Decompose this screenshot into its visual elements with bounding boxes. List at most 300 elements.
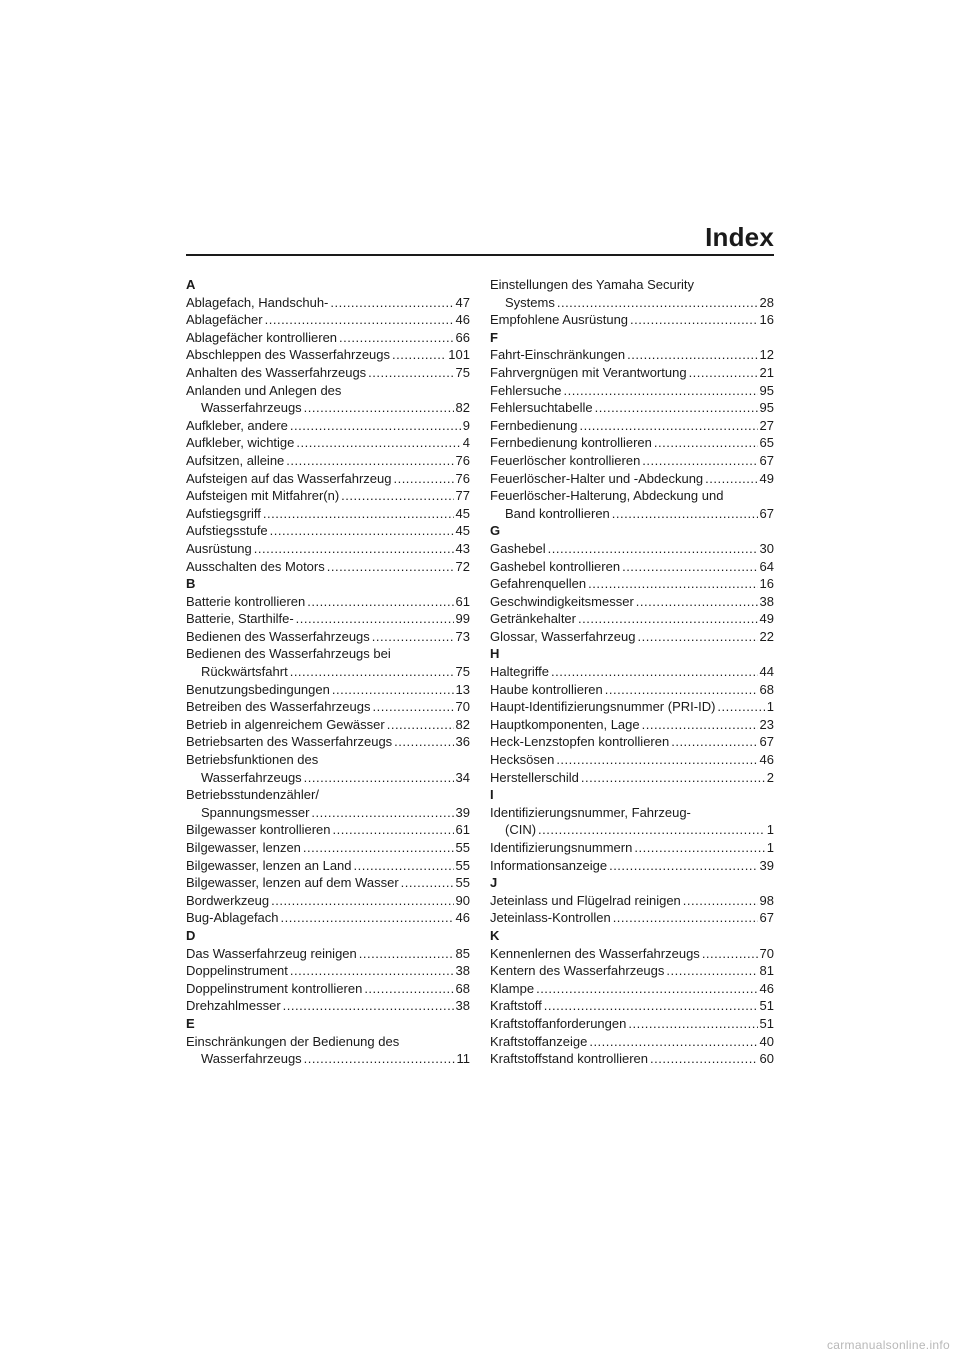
footer-watermark: carmanualsonline.info xyxy=(826,1338,950,1352)
dot-leader xyxy=(666,962,757,980)
index-entry-text: Fehlersuche xyxy=(490,382,562,398)
index-entry xyxy=(186,716,470,734)
index-entry-text: Jeteinlass und Flügelrad reinigen xyxy=(490,892,681,908)
index-entry-text: Wasserfahrzeugs xyxy=(201,1051,302,1067)
dot-leader xyxy=(330,294,453,312)
index-entry-text: Getränkehalter xyxy=(490,611,576,627)
index-letter-heading: D xyxy=(186,927,196,943)
index-entry xyxy=(490,364,774,382)
page-number: 73 xyxy=(455,628,470,644)
index-entry xyxy=(490,909,774,927)
index-letter-heading: B xyxy=(186,576,196,592)
index-entry xyxy=(186,839,470,857)
page-number: 46 xyxy=(455,910,470,926)
page-number: 30 xyxy=(759,540,774,556)
index-entry-text: Gefahrenquellen xyxy=(490,576,587,592)
index-entry xyxy=(186,962,470,980)
dot-leader xyxy=(373,698,454,716)
index-entry xyxy=(490,558,774,576)
index-entry-text: Empfohlene Ausrüstung xyxy=(490,312,629,328)
index-entry-text: Fernbedienung xyxy=(490,417,578,433)
page-number: 23 xyxy=(759,716,774,732)
dot-leader xyxy=(254,540,454,558)
page-number: 85 xyxy=(455,945,470,961)
page-number: 72 xyxy=(455,558,470,574)
page-number: 27 xyxy=(759,417,774,433)
dot-leader xyxy=(654,434,758,452)
page-number: 95 xyxy=(759,382,774,398)
dot-leader xyxy=(290,663,454,681)
page-number: 70 xyxy=(759,945,774,961)
index-entry-text: Haltegriffe xyxy=(490,664,550,680)
page-number: 65 xyxy=(759,435,774,451)
index-entry-text: Identifizierungsnummer, Fahrzeug- xyxy=(490,804,691,820)
page-number: 82 xyxy=(455,400,470,416)
page-number: 13 xyxy=(455,681,470,697)
page-number: 101 xyxy=(448,347,470,363)
dot-leader xyxy=(327,558,454,576)
page-number: 55 xyxy=(455,857,470,873)
index-entry xyxy=(186,505,470,523)
dot-leader xyxy=(636,593,758,611)
index-entry-text: Aufstiegsgriff xyxy=(186,505,261,521)
index-entry xyxy=(186,945,470,963)
dot-leader xyxy=(605,681,758,699)
dot-leader xyxy=(536,980,757,998)
page-number: 75 xyxy=(455,664,470,680)
page-number: 68 xyxy=(455,980,470,996)
index-entry xyxy=(490,575,774,593)
index-entry-text: Bilgewasser, lenzen an Land xyxy=(186,857,352,873)
page-number: 16 xyxy=(759,576,774,592)
dot-leader xyxy=(622,558,757,576)
dot-leader xyxy=(581,769,765,787)
index-entry-text: Wasserfahrzeugs xyxy=(201,769,302,785)
index-entry-text: Ablagefach, Handschuh- xyxy=(186,294,329,310)
dot-leader xyxy=(650,1050,758,1068)
index-letter-heading: F xyxy=(490,329,498,345)
dot-leader xyxy=(359,945,454,963)
dot-leader xyxy=(556,751,757,769)
index-entry-text: Fahrt-Einschränkungen xyxy=(490,347,626,363)
index-entry xyxy=(186,1050,470,1068)
index-entry-text: Feuerlöscher-Halterung, Abdeckung und xyxy=(490,488,724,504)
index-entry xyxy=(186,346,470,364)
index-entry-text: Bedienen des Wasserfahrzeugs xyxy=(186,628,370,644)
index-entry xyxy=(490,663,774,681)
page-number: 46 xyxy=(759,980,774,996)
dot-leader xyxy=(392,346,446,364)
dot-leader xyxy=(579,417,757,435)
index-entry xyxy=(186,874,470,892)
index-entry-text: Doppelinstrument xyxy=(186,963,288,979)
index-entry-text: Ausrüstung xyxy=(186,540,252,556)
index-entry xyxy=(490,821,774,839)
page-number: 77 xyxy=(455,488,470,504)
index-entry-text: Aufkleber, wichtige xyxy=(186,435,295,451)
page-number: 43 xyxy=(455,540,470,556)
page-number: 39 xyxy=(455,804,470,820)
index-letter-heading: E xyxy=(186,1015,195,1031)
dot-leader xyxy=(630,311,757,329)
dot-leader xyxy=(341,487,453,505)
index-entry xyxy=(186,909,470,927)
index-entry-text: Betreiben des Wasserfahrzeugs xyxy=(186,699,371,715)
page-number: 45 xyxy=(455,505,470,521)
page-number: 81 xyxy=(759,963,774,979)
index-entry-text: Herstellerschild xyxy=(490,769,579,785)
index-entry xyxy=(186,821,470,839)
page-number: 49 xyxy=(759,470,774,486)
index-entry xyxy=(490,997,774,1015)
index-entry xyxy=(186,628,470,646)
index-entry-text: Bilgewasser kontrollieren xyxy=(186,822,331,838)
page-number: 61 xyxy=(455,593,470,609)
index-entry xyxy=(186,329,470,347)
page-number: 51 xyxy=(759,1015,774,1031)
index-entry xyxy=(186,294,470,312)
page-number: 60 xyxy=(759,1051,774,1067)
index-entry xyxy=(490,857,774,875)
index-entry xyxy=(490,1033,774,1051)
index-entry-text: Fahrvergnügen mit Verantwortung xyxy=(490,364,687,380)
index-entry xyxy=(490,962,774,980)
page-number: 76 xyxy=(455,470,470,486)
index-entry xyxy=(186,540,470,558)
dot-leader xyxy=(544,997,758,1015)
index-entry-text: Bug-Ablagefach xyxy=(186,910,279,926)
dot-leader xyxy=(394,733,453,751)
index-entry xyxy=(186,980,470,998)
dot-leader xyxy=(557,294,758,312)
dot-leader xyxy=(304,1050,455,1068)
index-entry xyxy=(490,294,774,312)
index-entry xyxy=(490,716,774,734)
dot-leader xyxy=(627,346,757,364)
index-entry-text: Bilgewasser, lenzen auf dem Wasser xyxy=(186,875,399,891)
dot-leader xyxy=(265,311,454,329)
index-entry-text: Kraftstoffstand kontrollieren xyxy=(490,1051,649,1067)
dot-leader xyxy=(702,945,758,963)
index-entry xyxy=(186,364,470,382)
index-letter-heading: J xyxy=(490,875,498,891)
dot-leader xyxy=(628,1015,757,1033)
index-entry-text: Betrieb in algenreichem Gewässer xyxy=(186,716,385,732)
dot-leader xyxy=(538,821,765,839)
index-entry xyxy=(490,769,774,787)
dot-leader xyxy=(564,382,758,400)
index-entry xyxy=(186,522,470,540)
index-entry xyxy=(490,382,774,400)
page-number: 46 xyxy=(455,312,470,328)
page-number: 34 xyxy=(455,769,470,785)
index-entry-text: Betriebsfunktionen des xyxy=(186,752,319,768)
index-entry xyxy=(490,681,774,699)
dot-leader xyxy=(637,628,757,646)
dot-leader xyxy=(283,997,454,1015)
dot-leader xyxy=(354,857,454,875)
page-number: 44 xyxy=(759,664,774,680)
index-entry-text: Kraftstoff xyxy=(490,998,542,1014)
dot-leader xyxy=(589,1033,757,1051)
index-entry-text: Doppelinstrument kontrollieren xyxy=(186,980,363,996)
index-entry xyxy=(490,434,774,452)
page-number: 67 xyxy=(759,452,774,468)
page-number: 98 xyxy=(759,892,774,908)
index-entry-text: Gashebel xyxy=(490,540,546,556)
dot-leader xyxy=(387,716,454,734)
index-entry-text: Klampe xyxy=(490,980,535,996)
dot-leader xyxy=(364,980,453,998)
page-number: 55 xyxy=(455,840,470,855)
index-entry-text: Hecksösen xyxy=(490,752,555,768)
page-number: 68 xyxy=(759,681,774,697)
index-entry xyxy=(186,311,470,329)
dot-leader xyxy=(368,364,453,382)
page-number: 76 xyxy=(455,452,470,468)
dot-leader xyxy=(303,839,454,857)
index-entry-text: Gashebel kontrollieren xyxy=(490,558,621,574)
page-number: 64 xyxy=(759,558,774,574)
dot-leader xyxy=(270,522,454,540)
index-entry-text: Feuerlöscher kontrollieren xyxy=(490,452,641,468)
dot-leader xyxy=(634,839,764,857)
index-entry xyxy=(186,663,470,681)
dot-leader xyxy=(304,399,454,417)
dot-leader xyxy=(551,663,758,681)
dot-leader xyxy=(271,892,453,910)
index-entry xyxy=(490,751,774,769)
page-number: 1 xyxy=(766,699,774,715)
index-entry xyxy=(490,452,774,470)
dot-leader xyxy=(290,962,454,980)
index-entry-text: Aufsitzen, alleine xyxy=(186,452,285,468)
dot-leader xyxy=(609,857,757,875)
index-entry-text: Jeteinlass-Kontrollen xyxy=(490,910,611,926)
dot-leader xyxy=(281,909,454,927)
dot-leader xyxy=(588,575,757,593)
index-entry xyxy=(490,980,774,998)
dot-leader xyxy=(683,892,758,910)
dot-leader xyxy=(307,593,453,611)
dot-leader xyxy=(286,452,453,470)
index-entry xyxy=(490,1015,774,1033)
index-entry-text: Kraftstoffanzeige xyxy=(490,1033,588,1049)
index-entry-text: Batterie, Starthilfe- xyxy=(186,611,294,627)
dot-leader xyxy=(705,470,757,488)
dot-leader xyxy=(642,716,758,734)
page-number: 4 xyxy=(462,435,470,451)
index-entry xyxy=(186,434,470,452)
dot-leader xyxy=(578,610,758,628)
page-number: 66 xyxy=(455,329,470,345)
dot-leader xyxy=(263,505,454,523)
index-entry xyxy=(490,470,774,488)
index-entry-text: Identifizierungsnummern xyxy=(490,840,633,855)
index-entry-text: Benutzungsbedingungen xyxy=(186,681,330,697)
dot-leader xyxy=(393,470,453,488)
index-entry xyxy=(186,399,470,417)
dot-leader xyxy=(548,540,758,558)
index-entry xyxy=(186,698,470,716)
page-number: 75 xyxy=(455,364,470,380)
index-entry-text: Batterie kontrollieren xyxy=(186,593,306,609)
index-entry-text: Das Wasserfahrzeug reinigen xyxy=(186,945,357,961)
index-entry xyxy=(490,892,774,910)
dot-leader xyxy=(642,452,757,470)
dot-leader xyxy=(671,733,757,751)
index-entry-text: Aufkleber, andere xyxy=(186,417,288,433)
page-number: 39 xyxy=(759,857,774,873)
page-number: 28 xyxy=(759,294,774,310)
page-number: 40 xyxy=(759,1033,774,1049)
index-entry xyxy=(490,698,774,716)
page-number: 95 xyxy=(759,400,774,416)
dot-leader xyxy=(372,628,454,646)
dot-leader xyxy=(296,434,460,452)
index-entry xyxy=(186,610,470,628)
index-entry xyxy=(186,804,470,822)
page-number: 2 xyxy=(766,769,774,785)
index-entry-text: Bordwerkzeug xyxy=(186,892,270,908)
page-number: 82 xyxy=(455,716,470,732)
index-entry-text: Betriebsstundenzähler/ xyxy=(186,787,319,803)
dot-leader xyxy=(689,364,758,382)
page-number: 67 xyxy=(759,505,774,521)
page-number: 22 xyxy=(759,628,774,644)
index-entry-text: Feuerlöscher-Halter und -Abdeckung xyxy=(490,470,704,486)
page-number: 1 xyxy=(766,822,774,838)
index-letter-heading: K xyxy=(490,927,500,943)
page-number: 99 xyxy=(455,611,470,627)
page-number: 38 xyxy=(455,963,470,979)
index-entry xyxy=(490,505,774,523)
page-number: 45 xyxy=(455,523,470,539)
dot-leader xyxy=(401,874,454,892)
page-number: 67 xyxy=(759,910,774,926)
page-title: Index xyxy=(705,222,774,252)
index-entry xyxy=(490,593,774,611)
index-letter-heading: G xyxy=(490,523,501,539)
index-entry-text: Wasserfahrzeugs xyxy=(201,400,302,416)
page-number: 11 xyxy=(456,1051,470,1067)
page-number: 90 xyxy=(455,892,470,908)
index-entry xyxy=(186,857,470,875)
index-entry-text: Kentern des Wasserfahrzeugs xyxy=(490,963,665,979)
index-entry-text: Drehzahlmesser xyxy=(186,998,281,1014)
index-entry-text: Ablagefächer kontrollieren xyxy=(186,329,338,345)
index-entry xyxy=(490,733,774,751)
index-entry xyxy=(490,945,774,963)
dot-leader xyxy=(613,909,758,927)
index-entry xyxy=(490,540,774,558)
index-entry-text: Einschränkungen der Bedienung des xyxy=(186,1033,400,1049)
page-number: 47 xyxy=(455,294,470,310)
index-entry-text: Einstellungen des Yamaha Security xyxy=(490,277,695,292)
index-entry-text: Aufsteigen auf das Wasserfahrzeug xyxy=(186,470,392,486)
page-number: 55 xyxy=(455,875,470,891)
page-number: 12 xyxy=(759,347,774,363)
page-number: 36 xyxy=(455,734,470,750)
index-entry-text: Geschwindigkeitsmesser xyxy=(490,593,634,609)
index-entry-text: Kennenlernen des Wasserfahrzeugs xyxy=(490,945,700,961)
index-entry xyxy=(186,997,470,1015)
index-letter-heading: H xyxy=(490,646,500,662)
index-entry xyxy=(490,1050,774,1068)
index-entry-text: (CIN) xyxy=(505,822,537,838)
page-number: 49 xyxy=(759,611,774,627)
index-entry-text: Bilgewasser, lenzen xyxy=(186,840,301,855)
index-entry-text: Aufstiegsstufe xyxy=(186,523,268,539)
index-entry xyxy=(186,769,470,787)
index-entry-text: Glossar, Wasserfahrzeug xyxy=(490,628,636,644)
index-column-right xyxy=(490,276,774,1068)
index-entry xyxy=(186,470,470,488)
index-entry-text: Fernbedienung kontrollieren xyxy=(490,435,652,451)
index-entry xyxy=(186,681,470,699)
page-number: 46 xyxy=(759,752,774,768)
dot-leader xyxy=(290,417,461,435)
dot-leader xyxy=(332,681,454,699)
index-entry xyxy=(490,610,774,628)
index-entry xyxy=(186,417,470,435)
title-rule xyxy=(186,254,774,256)
dot-leader xyxy=(304,769,454,787)
index-entry xyxy=(490,839,774,857)
dot-leader xyxy=(339,329,453,347)
dot-leader xyxy=(612,505,758,523)
index-entry xyxy=(490,399,774,417)
page-number: 16 xyxy=(759,312,774,328)
page-number: 67 xyxy=(759,734,774,750)
index-entry xyxy=(186,558,470,576)
dot-leader xyxy=(717,698,764,716)
index-entry xyxy=(186,892,470,910)
index-entry-text: Hauptkomponenten, Lage xyxy=(490,716,640,732)
index-entry-text: Anlanden und Anlegen des xyxy=(186,382,342,398)
index-entry-text: Abschleppen des Wasserfahrzeugs xyxy=(186,347,391,363)
index-entry-text: Systems xyxy=(505,294,555,310)
index-entry-text: Bedienen des Wasserfahrzeugs bei xyxy=(186,646,391,662)
page-number: 21 xyxy=(759,364,774,380)
index-entry-text: Haupt-Identifizierungsnummer (PRI-ID) xyxy=(490,699,716,715)
index-entry xyxy=(186,452,470,470)
dot-leader xyxy=(311,804,453,822)
index-entry-text: Ausschalten des Motors xyxy=(186,558,325,574)
index-entry-text: Band kontrollieren xyxy=(505,505,610,521)
index-entry-text: Aufsteigen mit Mitfahrer(n) xyxy=(186,488,340,504)
page-number: 61 xyxy=(455,822,470,838)
index-entry xyxy=(490,628,774,646)
index-entry-text: Heck-Lenzstopfen kontrollieren xyxy=(490,734,670,750)
page-number: 38 xyxy=(759,593,774,609)
dot-leader xyxy=(333,821,454,839)
index-entry-text: Kraftstoffanforderungen xyxy=(490,1015,627,1031)
index-column-left xyxy=(186,276,470,1068)
page-number: 9 xyxy=(462,417,470,433)
index-letter-heading: I xyxy=(490,787,494,803)
page-number: 70 xyxy=(455,699,470,715)
index-entry-text: Betriebsarten des Wasserfahrzeugs xyxy=(186,734,393,750)
index-entry xyxy=(490,417,774,435)
index-entry xyxy=(186,733,470,751)
index-entry xyxy=(490,311,774,329)
index-entry-text: Haube kontrollieren xyxy=(490,681,603,697)
dot-leader xyxy=(296,610,454,628)
page-number: 1 xyxy=(766,840,774,855)
index-letter-heading: A xyxy=(186,277,196,292)
index-entry-text: Fehlersuchtabelle xyxy=(490,400,593,416)
